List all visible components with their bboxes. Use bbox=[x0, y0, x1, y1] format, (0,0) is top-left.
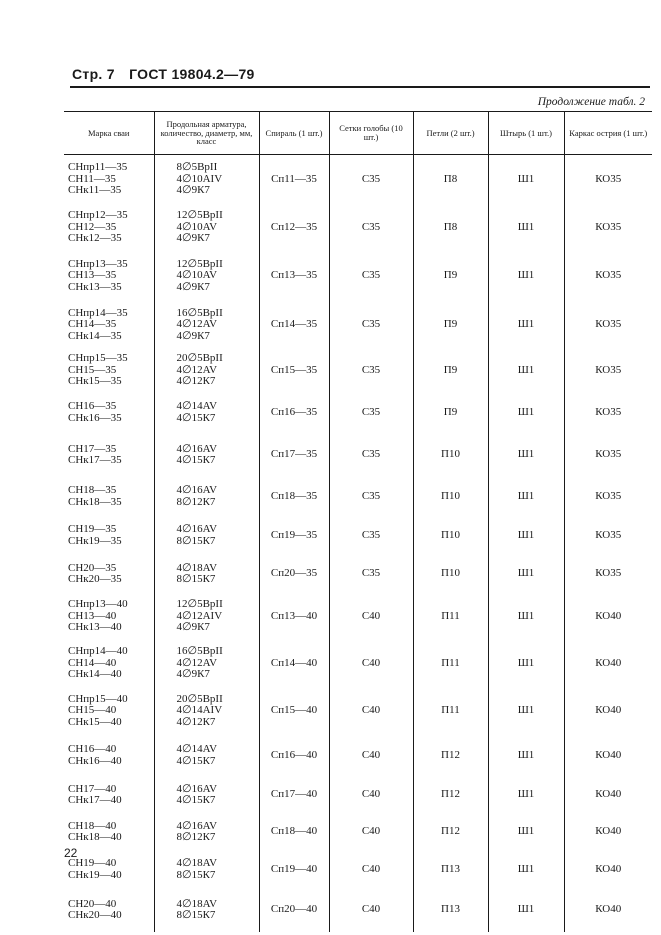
pin-cell: Ш1 bbox=[488, 640, 564, 688]
reinforcement-cell bbox=[154, 735, 259, 777]
pile-mark-cell bbox=[64, 735, 154, 777]
pin-cell: Ш1 bbox=[488, 251, 564, 301]
pile-mark-cell-line: СН18—35 bbox=[68, 484, 117, 496]
column-header: Марка сваи bbox=[64, 112, 154, 155]
mesh-cell: С35 bbox=[329, 155, 413, 205]
pin-cell: Ш1 bbox=[488, 814, 564, 851]
pile-mark-cell-line: СН19—40 bbox=[68, 857, 117, 869]
pile-reinforcement-table bbox=[64, 111, 652, 932]
table-row bbox=[64, 851, 652, 889]
tip-frame-cell: КО35 bbox=[564, 204, 652, 251]
table-row bbox=[64, 640, 652, 688]
loops-cell: П10 bbox=[413, 434, 488, 477]
mesh-cell: С35 bbox=[329, 434, 413, 477]
mesh-cell: С40 bbox=[329, 777, 413, 814]
spiral-cell: Сп14—35 bbox=[259, 301, 329, 349]
pile-mark-cell-line: СНк15—40 bbox=[68, 715, 122, 728]
spiral-cell: Сп20—40 bbox=[259, 889, 329, 932]
tip-frame-cell: КО35 bbox=[564, 349, 652, 392]
tip-frame-cell: КО40 bbox=[564, 640, 652, 688]
reinforcement-cell-line: 4∅14AIV bbox=[176, 704, 223, 717]
spiral-cell: Сп15—40 bbox=[259, 688, 329, 735]
pile-mark-cell-line: СН13—40 bbox=[68, 609, 117, 622]
reinforcement-cell bbox=[154, 301, 259, 349]
table-row bbox=[64, 735, 652, 777]
reinforcement-cell-line: 4∅18AV bbox=[176, 897, 218, 910]
pile-mark-cell-line: СНпр13—35 bbox=[68, 257, 128, 270]
mesh-cell: С35 bbox=[329, 477, 413, 517]
mesh-cell: С40 bbox=[329, 735, 413, 777]
reinforcement-cell-line: 4∅14AV bbox=[176, 400, 218, 412]
mesh-cell: С40 bbox=[329, 851, 413, 889]
continuation-note: Продолжение табл. 2 bbox=[537, 96, 645, 108]
reinforcement-cell bbox=[154, 777, 259, 814]
loops-cell: П9 bbox=[413, 251, 488, 301]
table-row bbox=[64, 889, 652, 932]
loops-cell: П13 bbox=[413, 851, 488, 889]
spiral-cell: Сп16—35 bbox=[259, 392, 329, 434]
reinforcement-cell-line: 8∅12К7 bbox=[176, 495, 216, 508]
reinforcement-cell-line: 8∅5ВрII bbox=[176, 161, 218, 174]
reinforcement-cell bbox=[154, 814, 259, 851]
pin-cell: Ш1 bbox=[488, 889, 564, 932]
reinforcement-cell-line: 16∅5ВрII bbox=[176, 306, 223, 319]
pile-mark-cell-line: СН15—35 bbox=[68, 363, 117, 376]
spiral-cell: Сп14—40 bbox=[259, 640, 329, 688]
reinforcement-cell-line: 4∅12AIV bbox=[176, 609, 223, 622]
reinforcement-cell bbox=[154, 155, 259, 205]
mesh-cell: С35 bbox=[329, 301, 413, 349]
pile-mark-cell-line: СНпр13—40 bbox=[68, 598, 128, 611]
reinforcement-cell-line: 4∅12AV bbox=[176, 318, 218, 331]
mesh-cell: С40 bbox=[329, 640, 413, 688]
reinforcement-cell-line: 4∅9К7 bbox=[176, 184, 210, 197]
pile-mark-cell-line: СНпр14—35 bbox=[68, 306, 128, 319]
table-row bbox=[64, 434, 652, 477]
reinforcement-cell-line: 4∅16AV bbox=[176, 484, 218, 496]
table-row bbox=[64, 814, 652, 851]
table-body bbox=[64, 155, 652, 932]
tip-frame-cell: КО35 bbox=[564, 251, 652, 301]
pile-mark-cell-line: СНпр14—40 bbox=[68, 645, 128, 658]
pile-mark-cell-line: СН11—35 bbox=[68, 172, 116, 185]
tip-frame-cell: КО40 bbox=[564, 814, 652, 851]
reinforcement-cell bbox=[154, 688, 259, 735]
pin-cell: Ш1 bbox=[488, 735, 564, 777]
table-row bbox=[64, 517, 652, 555]
column-header: Петли (2 шт.) bbox=[413, 112, 488, 155]
pile-mark-cell-line: СН15—40 bbox=[68, 704, 117, 717]
tip-frame-cell: КО35 bbox=[564, 301, 652, 349]
spiral-cell: Сп11—35 bbox=[259, 155, 329, 205]
pile-mark-cell bbox=[64, 640, 154, 688]
reinforcement-cell-line: 4∅12AV bbox=[176, 363, 218, 376]
reinforcement-cell bbox=[154, 251, 259, 301]
reinforcement-cell-line: 8∅12К7 bbox=[176, 831, 216, 843]
loops-cell: П11 bbox=[413, 640, 488, 688]
pile-mark-cell-line: СНк17—35 bbox=[68, 454, 122, 466]
spiral-cell: Сп15—35 bbox=[259, 349, 329, 392]
reinforcement-cell-line: 4∅15К7 bbox=[176, 794, 216, 806]
pile-mark-cell-line: СНк13—40 bbox=[68, 621, 122, 634]
pile-mark-cell bbox=[64, 434, 154, 477]
loops-cell: П8 bbox=[413, 204, 488, 251]
spiral-cell: Сп19—40 bbox=[259, 851, 329, 889]
pile-mark-cell-line: СНк14—40 bbox=[68, 668, 122, 681]
reinforcement-cell-line: 8∅15К7 bbox=[176, 534, 216, 547]
pile-mark-cell-line: СНк15—35 bbox=[68, 375, 122, 387]
reinforcement-cell-line: 4∅10AV bbox=[176, 269, 218, 282]
reinforcement-cell-line: 20∅5ВрII bbox=[176, 352, 223, 364]
spiral-cell: Сп13—40 bbox=[259, 594, 329, 640]
pile-mark-cell-line: СНк18—40 bbox=[68, 831, 122, 843]
tip-frame-cell: КО35 bbox=[564, 392, 652, 434]
pile-mark-cell bbox=[64, 301, 154, 349]
table-row bbox=[64, 251, 652, 301]
pile-mark-cell-line: СНк19—35 bbox=[68, 534, 122, 547]
tip-frame-cell: КО35 bbox=[564, 155, 652, 205]
spiral-cell: Сп13—35 bbox=[259, 251, 329, 301]
pile-mark-cell-line: СН16—40 bbox=[68, 743, 117, 755]
reinforcement-cell-line: 4∅15К7 bbox=[176, 754, 216, 767]
spiral-cell: Сп17—40 bbox=[259, 777, 329, 814]
reinforcement-cell bbox=[154, 889, 259, 932]
tip-frame-cell: КО35 bbox=[564, 477, 652, 517]
mesh-cell: С35 bbox=[329, 555, 413, 594]
mesh-cell: С40 bbox=[329, 688, 413, 735]
pile-mark-cell bbox=[64, 155, 154, 205]
pile-mark-cell-line: СН20—40 bbox=[68, 897, 117, 910]
tip-frame-cell: КО40 bbox=[564, 688, 652, 735]
pin-cell: Ш1 bbox=[488, 204, 564, 251]
pile-mark-cell-line: СНк12—35 bbox=[68, 232, 122, 245]
reinforcement-cell-line: 20∅5ВрII bbox=[176, 692, 223, 705]
reinforcement-cell-line: 4∅10AV bbox=[176, 220, 218, 233]
mesh-cell: С35 bbox=[329, 392, 413, 434]
reinforcement-cell-line: 4∅16AV bbox=[176, 819, 218, 832]
pile-mark-cell bbox=[64, 851, 154, 889]
table-row bbox=[64, 204, 652, 251]
reinforcement-cell-line: 4∅15К7 bbox=[176, 454, 216, 466]
tip-frame-cell: КО35 bbox=[564, 517, 652, 555]
table-row bbox=[64, 555, 652, 594]
mesh-cell: С35 bbox=[329, 349, 413, 392]
reinforcement-cell-line: 4∅12К7 bbox=[176, 715, 216, 728]
standard-title: ГОСТ 19804.2—79 bbox=[129, 66, 255, 82]
pile-mark-cell-line: СН20—35 bbox=[68, 561, 117, 574]
reinforcement-cell-line: 4∅15К7 bbox=[176, 411, 216, 424]
pile-mark-cell-line: СНк17—40 bbox=[68, 794, 122, 806]
reinforcement-cell-line: 4∅18AV bbox=[176, 561, 218, 574]
loops-cell: П8 bbox=[413, 155, 488, 205]
reinforcement-cell-line: 8∅15К7 bbox=[176, 573, 216, 585]
loops-cell: П10 bbox=[413, 555, 488, 594]
mesh-cell: С35 bbox=[329, 517, 413, 555]
reinforcement-cell bbox=[154, 349, 259, 392]
loops-cell: П11 bbox=[413, 594, 488, 640]
pile-mark-cell-line: СН19—35 bbox=[68, 523, 117, 535]
pile-mark-cell bbox=[64, 688, 154, 735]
pile-mark-cell-line: СН16—35 bbox=[68, 400, 117, 412]
tip-frame-cell: КО40 bbox=[564, 777, 652, 814]
pile-mark-cell bbox=[64, 477, 154, 517]
spiral-cell: Сп20—35 bbox=[259, 555, 329, 594]
pile-mark-cell-line: СНк20—40 bbox=[68, 909, 122, 921]
reinforcement-cell-line: 4∅9К7 bbox=[176, 232, 210, 245]
pile-mark-cell bbox=[64, 777, 154, 814]
pile-mark-cell-line: СН12—35 bbox=[68, 220, 117, 233]
pile-mark-cell-line: СНк16—35 bbox=[68, 411, 122, 424]
pile-mark-cell-line: СН18—40 bbox=[68, 819, 117, 832]
pile-mark-cell-line: СНк19—40 bbox=[68, 868, 122, 881]
pile-mark-cell-line: СНпр11—35 bbox=[68, 161, 128, 174]
table-row bbox=[64, 777, 652, 814]
loops-cell: П12 bbox=[413, 735, 488, 777]
mesh-cell: С35 bbox=[329, 204, 413, 251]
pile-mark-cell bbox=[64, 251, 154, 301]
spiral-cell: Сп18—35 bbox=[259, 477, 329, 517]
pile-mark-cell-line: СНпр12—35 bbox=[68, 209, 128, 222]
pin-cell: Ш1 bbox=[488, 349, 564, 392]
header-rule bbox=[70, 86, 650, 88]
tip-frame-cell: КО35 bbox=[564, 434, 652, 477]
pile-mark-cell-line: СНк14—35 bbox=[68, 329, 122, 342]
table-row bbox=[64, 349, 652, 392]
table-row bbox=[64, 688, 652, 735]
pin-cell: Ш1 bbox=[488, 594, 564, 640]
column-header: Каркас острия (1 шт.) bbox=[564, 112, 652, 155]
tip-frame-cell: КО35 bbox=[564, 555, 652, 594]
pin-cell: Ш1 bbox=[488, 434, 564, 477]
loops-cell: П12 bbox=[413, 814, 488, 851]
pile-mark-cell-line: СН14—35 bbox=[68, 318, 117, 331]
pile-mark-cell-line: СН14—40 bbox=[68, 656, 117, 669]
reinforcement-cell bbox=[154, 594, 259, 640]
pile-mark-cell-line: СН17—40 bbox=[68, 782, 117, 795]
pin-cell: Ш1 bbox=[488, 517, 564, 555]
pile-mark-cell-line: СН17—35 bbox=[68, 442, 117, 455]
loops-cell: П11 bbox=[413, 688, 488, 735]
pile-mark-cell-line: СНк18—35 bbox=[68, 495, 122, 508]
column-header: Спираль (1 шт.) bbox=[259, 112, 329, 155]
mesh-cell: С40 bbox=[329, 814, 413, 851]
reinforcement-cell-line: 4∅9К7 bbox=[176, 280, 210, 293]
tip-frame-cell: КО40 bbox=[564, 851, 652, 889]
page-number: 22 bbox=[64, 846, 78, 860]
spiral-cell: Сп17—35 bbox=[259, 434, 329, 477]
reinforcement-cell-line: 4∅10AIV bbox=[176, 172, 223, 185]
loops-cell: П10 bbox=[413, 477, 488, 517]
loops-cell: П9 bbox=[413, 349, 488, 392]
loops-cell: П9 bbox=[413, 392, 488, 434]
reinforcement-cell-line: 8∅15К7 bbox=[176, 909, 216, 921]
page-label: Стр. 7 bbox=[72, 66, 115, 82]
table-row bbox=[64, 155, 652, 205]
pile-mark-cell bbox=[64, 204, 154, 251]
loops-cell: П12 bbox=[413, 777, 488, 814]
pile-mark-cell-line: СНк16—40 bbox=[68, 754, 122, 767]
pile-mark-cell-line: СНк11—35 bbox=[68, 184, 122, 197]
pin-cell: Ш1 bbox=[488, 851, 564, 889]
pin-cell: Ш1 bbox=[488, 555, 564, 594]
reinforcement-cell bbox=[154, 204, 259, 251]
mesh-cell: С40 bbox=[329, 889, 413, 932]
reinforcement-cell-line: 4∅9К7 bbox=[176, 668, 210, 681]
spiral-cell: Сп18—40 bbox=[259, 814, 329, 851]
pile-mark-cell bbox=[64, 349, 154, 392]
reinforcement-cell-line: 12∅5ВрII bbox=[176, 598, 223, 611]
pin-cell: Ш1 bbox=[488, 392, 564, 434]
column-header: Сетки голобы (10 шт.) bbox=[329, 112, 413, 155]
reinforcement-cell-line: 4∅16AV bbox=[176, 782, 218, 795]
tip-frame-cell: КО40 bbox=[564, 735, 652, 777]
page-header bbox=[72, 66, 265, 82]
loops-cell: П13 bbox=[413, 889, 488, 932]
tip-frame-cell: КО40 bbox=[564, 889, 652, 932]
reinforcement-cell bbox=[154, 434, 259, 477]
loops-cell: П9 bbox=[413, 301, 488, 349]
reinforcement-cell-line: 4∅9К7 bbox=[176, 621, 210, 634]
spiral-cell: Сп12—35 bbox=[259, 204, 329, 251]
reinforcement-cell-line: 12∅5ВрII bbox=[176, 257, 223, 270]
pile-mark-cell bbox=[64, 555, 154, 594]
reinforcement-cell bbox=[154, 851, 259, 889]
pile-mark-cell-line: СНпр15—35 bbox=[68, 352, 128, 364]
spiral-cell: Сп16—40 bbox=[259, 735, 329, 777]
loops-cell: П10 bbox=[413, 517, 488, 555]
table-row bbox=[64, 392, 652, 434]
reinforcement-cell-line: 4∅16AV bbox=[176, 442, 218, 455]
reinforcement-cell bbox=[154, 640, 259, 688]
reinforcement-cell-line: 4∅16AV bbox=[176, 523, 218, 535]
reinforcement-cell bbox=[154, 517, 259, 555]
pin-cell: Ш1 bbox=[488, 688, 564, 735]
mesh-cell: С40 bbox=[329, 594, 413, 640]
table-header-row bbox=[64, 112, 652, 155]
reinforcement-cell-line: 12∅5ВрII bbox=[176, 209, 223, 222]
reinforcement-cell-line: 4∅18AV bbox=[176, 857, 218, 869]
pin-cell: Ш1 bbox=[488, 301, 564, 349]
reinforcement-cell-line: 4∅14AV bbox=[176, 743, 218, 755]
column-header: Продольная арматура, количество, диаметр, мм, класс bbox=[154, 112, 259, 155]
pin-cell: Ш1 bbox=[488, 777, 564, 814]
tip-frame-cell: КО40 bbox=[564, 594, 652, 640]
table-row bbox=[64, 594, 652, 640]
pile-mark-cell bbox=[64, 889, 154, 932]
pile-mark-cell-line: СНк13—35 bbox=[68, 280, 122, 293]
pile-mark-cell-line: СНк20—35 bbox=[68, 573, 122, 585]
reinforcement-cell-line: 16∅5ВрII bbox=[176, 645, 223, 658]
reinforcement-cell-line: 4∅9К7 bbox=[176, 329, 210, 342]
reinforcement-cell-line: 4∅12К7 bbox=[176, 375, 216, 387]
table-row bbox=[64, 301, 652, 349]
reinforcement-cell bbox=[154, 392, 259, 434]
reinforcement-cell bbox=[154, 555, 259, 594]
reinforcement-cell bbox=[154, 477, 259, 517]
pile-mark-cell-line: СН13—35 bbox=[68, 269, 117, 282]
pin-cell: Ш1 bbox=[488, 155, 564, 205]
mesh-cell: С35 bbox=[329, 251, 413, 301]
reinforcement-cell-line: 8∅15К7 bbox=[176, 868, 216, 881]
reinforcement-cell-line: 4∅12AV bbox=[176, 656, 218, 669]
pile-mark-cell bbox=[64, 594, 154, 640]
pin-cell: Ш1 bbox=[488, 477, 564, 517]
pile-mark-cell bbox=[64, 517, 154, 555]
pile-mark-cell bbox=[64, 814, 154, 851]
column-header: Штырь (1 шт.) bbox=[488, 112, 564, 155]
pile-mark-cell-line: СНпр15—40 bbox=[68, 692, 128, 705]
spiral-cell: Сп19—35 bbox=[259, 517, 329, 555]
table-row bbox=[64, 477, 652, 517]
pile-mark-cell bbox=[64, 392, 154, 434]
